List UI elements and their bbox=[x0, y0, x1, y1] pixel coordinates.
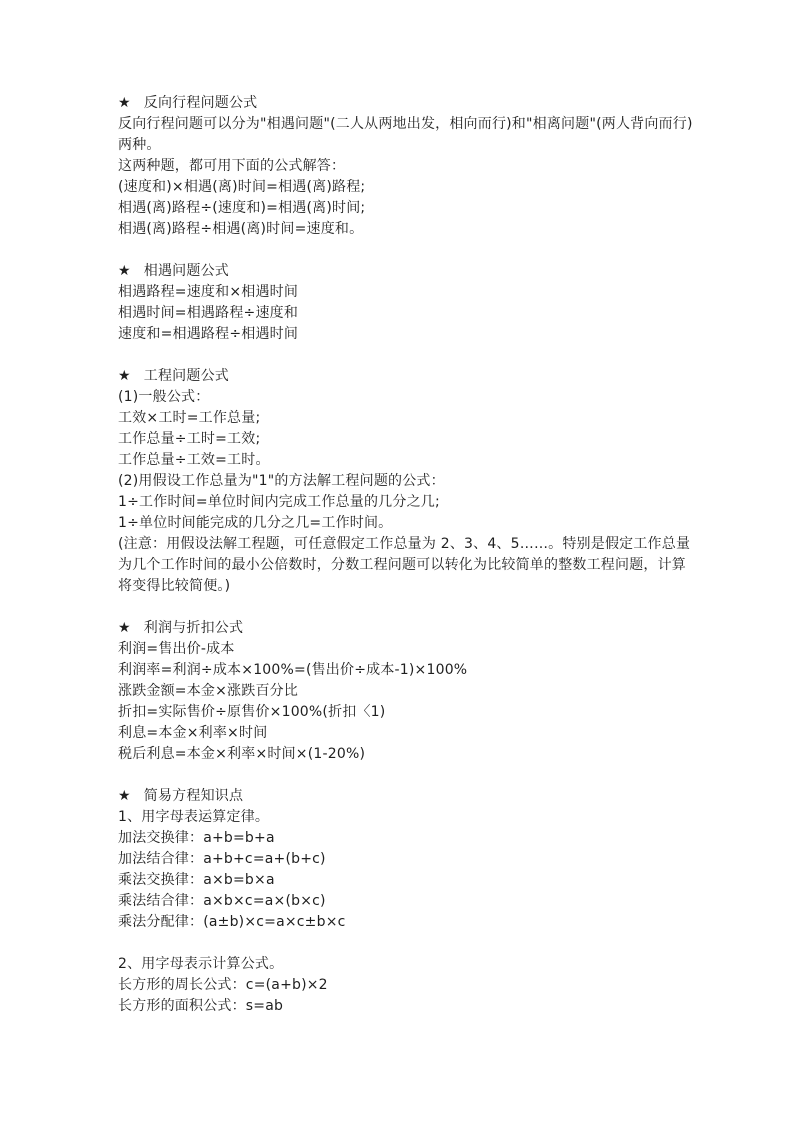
doc-line: 反向行程问题可以分为"相遇问题"(二人从两地出发，相向而行)和"相离问题"(两人背向而行) bbox=[118, 116, 693, 132]
section-heading bbox=[118, 618, 688, 639]
doc-line: (速度和)×相遇(离)时间=相遇(离)路程; bbox=[118, 179, 366, 195]
doc-line: 加法交换律：a+b=b+a bbox=[118, 830, 275, 846]
section-heading-label: 相遇问题公式 bbox=[143, 263, 229, 279]
section-heading bbox=[118, 786, 688, 807]
star-icon: ★ bbox=[118, 263, 131, 279]
doc-line: 2、用字母表示计算公式。 bbox=[118, 956, 284, 972]
doc-line: (2)用假设工作总量为"1"的方法解工程问题的公式： bbox=[118, 473, 445, 489]
doc-line: 工效×工时=工作总量; bbox=[118, 410, 261, 426]
doc-line: 1÷工作时间=单位时间内完成工作总量的几分之几; bbox=[118, 494, 440, 510]
doc-line: 为几个工作时间的最小公倍数时，分数工程问题可以转化为比较简单的整数工程问题，计算 bbox=[118, 557, 686, 573]
doc-line: 折扣=实际售价÷原售价×100%(折扣〈1) bbox=[118, 704, 386, 720]
star-icon: ★ bbox=[118, 95, 131, 111]
section-heading bbox=[118, 261, 688, 282]
section-letter-formulas bbox=[118, 954, 688, 1017]
doc-line: 1÷单位时间能完成的几分之几=工作时间。 bbox=[118, 515, 393, 531]
doc-line: 1、用字母表运算定律。 bbox=[118, 809, 270, 825]
doc-line: 工作总量÷工效=工时。 bbox=[118, 452, 270, 468]
doc-line: 相遇时间=相遇路程÷速度和 bbox=[118, 305, 299, 321]
section-heading bbox=[118, 93, 688, 114]
doc-line: 速度和=相遇路程÷相遇时间 bbox=[118, 326, 299, 342]
section-reverse-travel bbox=[118, 93, 693, 240]
section-heading-label: 工程问题公式 bbox=[143, 368, 229, 384]
section-simple-equations bbox=[118, 786, 688, 933]
doc-line: 工作总量÷工时=工效; bbox=[118, 431, 261, 447]
doc-line: 将变得比较简便。) bbox=[118, 578, 231, 594]
star-icon: ★ bbox=[118, 620, 131, 636]
doc-line: 涨跌金额=本金×涨跌百分比 bbox=[118, 683, 299, 699]
star-icon: ★ bbox=[118, 368, 131, 384]
section-heading bbox=[118, 366, 688, 387]
doc-line: 长方形的面积公式：s=ab bbox=[118, 998, 284, 1014]
doc-line: 利润率=利润÷成本×100%=(售出价÷成本-1)×100% bbox=[118, 662, 468, 678]
doc-line: (注意：用假设法解工程题，可任意假定工作总量为 2、3、4、5……。特别是假定工作总量 bbox=[118, 536, 691, 552]
doc-line: 乘法结合律：a×b×c=a×(b×c) bbox=[118, 893, 326, 909]
doc-line: 利润=售出价-成本 bbox=[118, 641, 235, 657]
section-heading-label: 反向行程问题公式 bbox=[143, 95, 258, 111]
doc-line: 利息=本金×利率×时间 bbox=[118, 725, 268, 741]
doc-line: 乘法分配律：(a±b)×c=a×c±b×c bbox=[118, 914, 346, 930]
doc-line: 两种。 bbox=[118, 137, 161, 153]
doc-line: 税后利息=本金×利率×时间×(1-20%) bbox=[118, 746, 366, 762]
star-icon: ★ bbox=[118, 788, 131, 804]
doc-line: 相遇路程=速度和×相遇时间 bbox=[118, 284, 299, 300]
doc-line: 相遇(离)路程÷相遇(离)时间=速度和。 bbox=[118, 221, 364, 237]
doc-line: 乘法交换律：a×b=b×a bbox=[118, 872, 275, 888]
document-content bbox=[118, 93, 693, 1017]
doc-line: 长方形的周长公式：c=(a+b)×2 bbox=[118, 977, 328, 993]
doc-line: (1)一般公式： bbox=[118, 389, 210, 405]
doc-line: 相遇(离)路程÷(速度和)=相遇(离)时间; bbox=[118, 200, 366, 216]
section-heading-label: 利润与折扣公式 bbox=[143, 620, 244, 636]
section-profit-discount bbox=[118, 618, 688, 765]
section-engineering-problem bbox=[118, 366, 691, 597]
section-heading-label: 简易方程知识点 bbox=[143, 788, 244, 804]
doc-line: 加法结合律：a+b+c=a+(b+c) bbox=[118, 851, 326, 867]
section-meeting-problem bbox=[118, 261, 688, 345]
doc-line: 这两种题，都可用下面的公式解答： bbox=[118, 158, 346, 174]
